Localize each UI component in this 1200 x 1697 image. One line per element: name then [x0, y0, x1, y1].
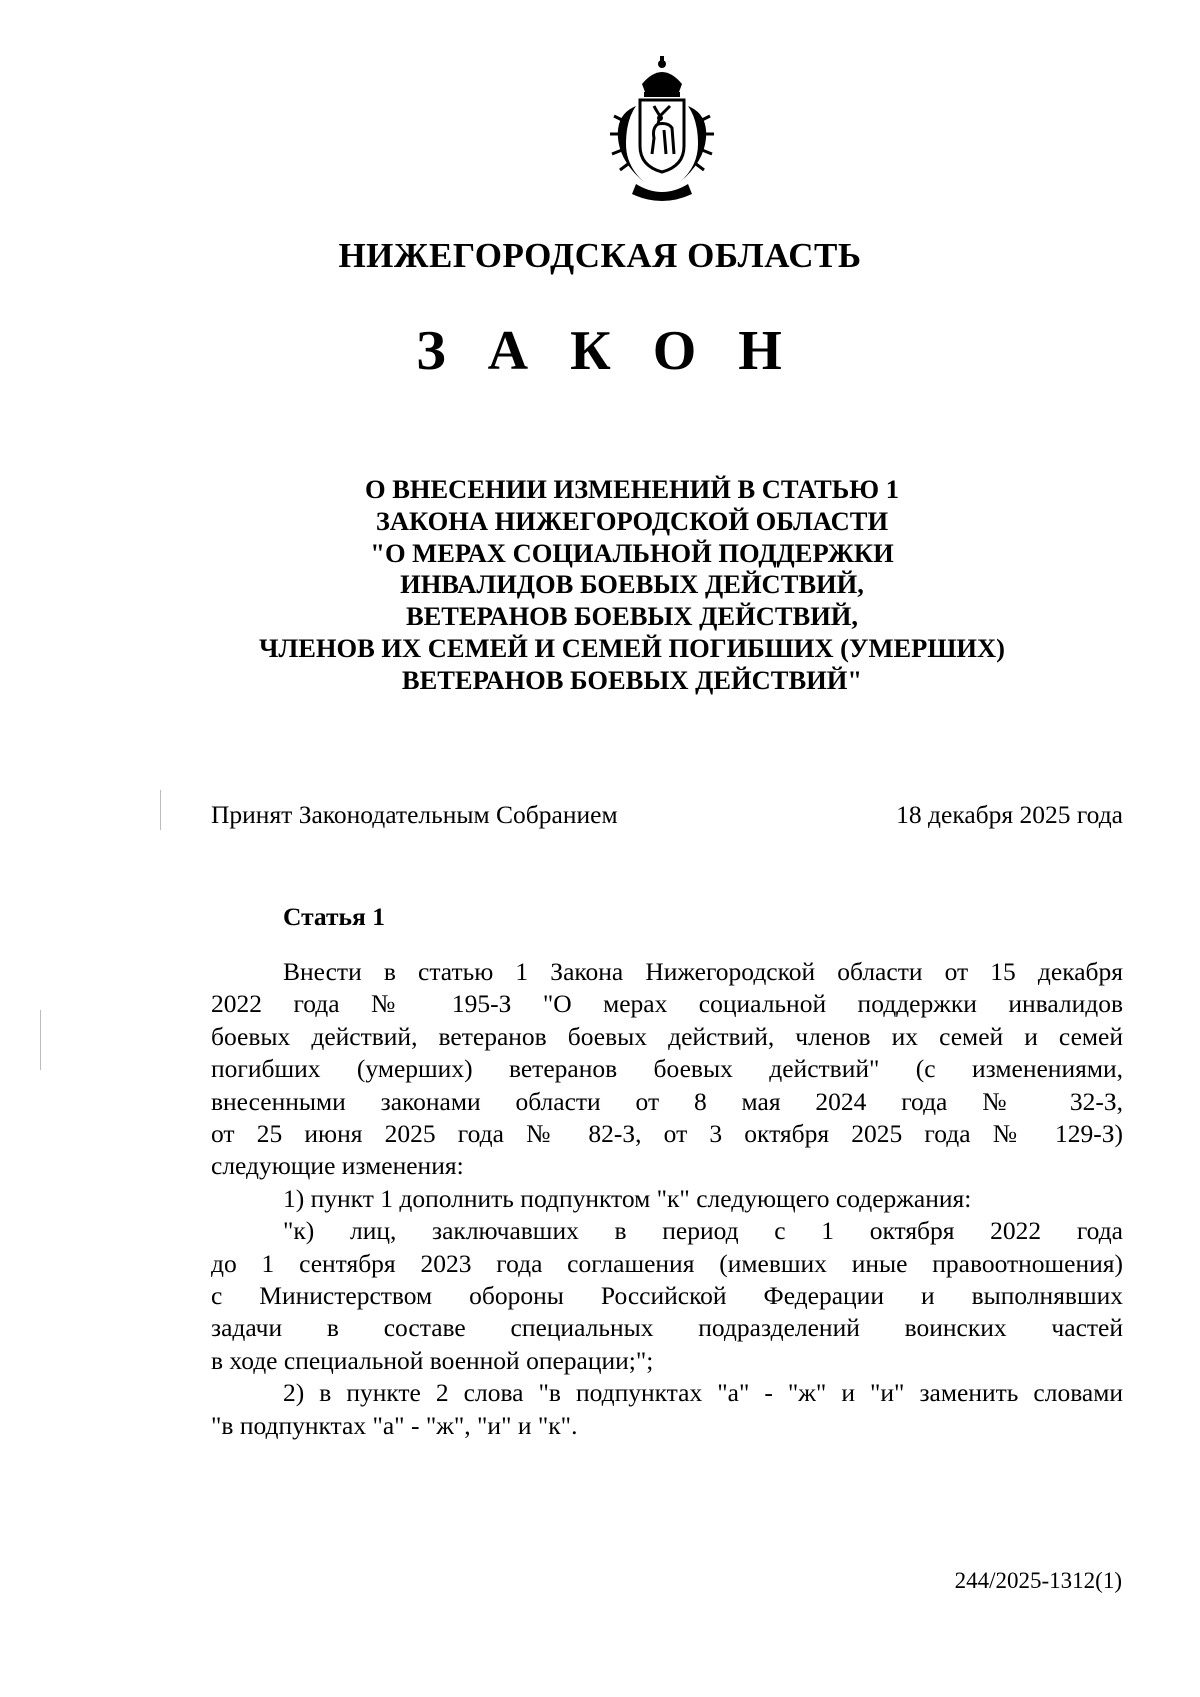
body-line: 2) в пункте 2 слова "в подпунктах "а" - "ж" и "и" заменить словами — [283, 1378, 1123, 1408]
law-title-line: ИНВАЛИДОВ БОЕВЫХ ДЕЙСТВИЙ, — [400, 569, 864, 600]
law-title-line: О ВНЕСЕНИИ ИЗМЕНЕНИЙ В СТАТЬЮ 1 — [364, 474, 900, 504]
body-line: погибших (умерших) ветеранов боевых действий" (с изменениями, — [211, 1054, 1123, 1084]
body-line: внесенными законами области от 8 мая 2024 года № 32-З, — [211, 1086, 1123, 1116]
scan-margin-mark — [160, 790, 161, 830]
body-line: в ходе специальной военной операции;"; — [211, 1345, 654, 1375]
body-line: до 1 сентября 2023 года соглашения (имевших иные правоотношения) — [211, 1248, 1123, 1278]
body-line: "в подпунктах "а" - "ж", "и" и "к". — [211, 1410, 578, 1440]
body-line: 1) пункт 1 дополнить подпунктом "к" следующего содержания: — [283, 1183, 972, 1213]
law-title-line: "О МЕРАХ СОЦИАЛЬНОЙ ПОДДЕРЖКИ — [370, 537, 894, 568]
law-title-line: ЧЛЕНОВ ИХ СЕМЕЙ И СЕМЕЙ ПОГИБШИХ (УМЕРШИХ) — [259, 632, 1005, 663]
body-line: боевых действий, ветеранов боевых действий, членов их семей и семей — [211, 1021, 1123, 1051]
body-line: с Министерством обороны Российской Федерации и выполнявших — [211, 1281, 1123, 1311]
law-title-line: ЗАКОНА НИЖЕГОРОДСКОЙ ОБЛАСТИ — [375, 505, 889, 536]
law-title-line: ВЕТЕРАНОВ БОЕВЫХ ДЕЙСТВИЙ, — [405, 601, 859, 632]
article-body — [211, 956, 1123, 1442]
document-number: 244/2025-1312(1) — [954, 1568, 1122, 1593]
body-line: следующие изменения: — [211, 1151, 464, 1181]
region-heading: НИЖЕГОРОДСКАЯ ОБЛАСТЬ — [338, 236, 862, 275]
body-line: от 25 июня 2025 года № 82-З, от 3 октября 2025 года № 129-З) — [211, 1119, 1123, 1149]
adopted-by: Принят Законодательным Собранием — [211, 800, 618, 829]
body-line: Внести в статью 1 Закона Нижегородской области от 15 декабря — [283, 957, 1123, 986]
coat-of-arms-icon — [596, 54, 728, 204]
body-line: 2022 года № 195-З "О мерах социальной поддержки инвалидов — [211, 989, 1123, 1019]
document-type-heading: З А К О Н — [416, 320, 796, 382]
body-line: "к) лиц, заключавших в период с 1 октября 2022 года — [283, 1216, 1123, 1246]
scan-margin-mark — [40, 1010, 41, 1070]
body-line: задачи в составе специальных подразделений воинских частей — [211, 1313, 1123, 1343]
law-title-line: ВЕТЕРАНОВ БОЕВЫХ ДЕЙСТВИЙ" — [401, 664, 863, 695]
adoption-date: 18 декабря 2025 года — [896, 800, 1123, 829]
law-title — [200, 474, 1064, 697]
article-heading: Статья 1 — [283, 902, 385, 931]
